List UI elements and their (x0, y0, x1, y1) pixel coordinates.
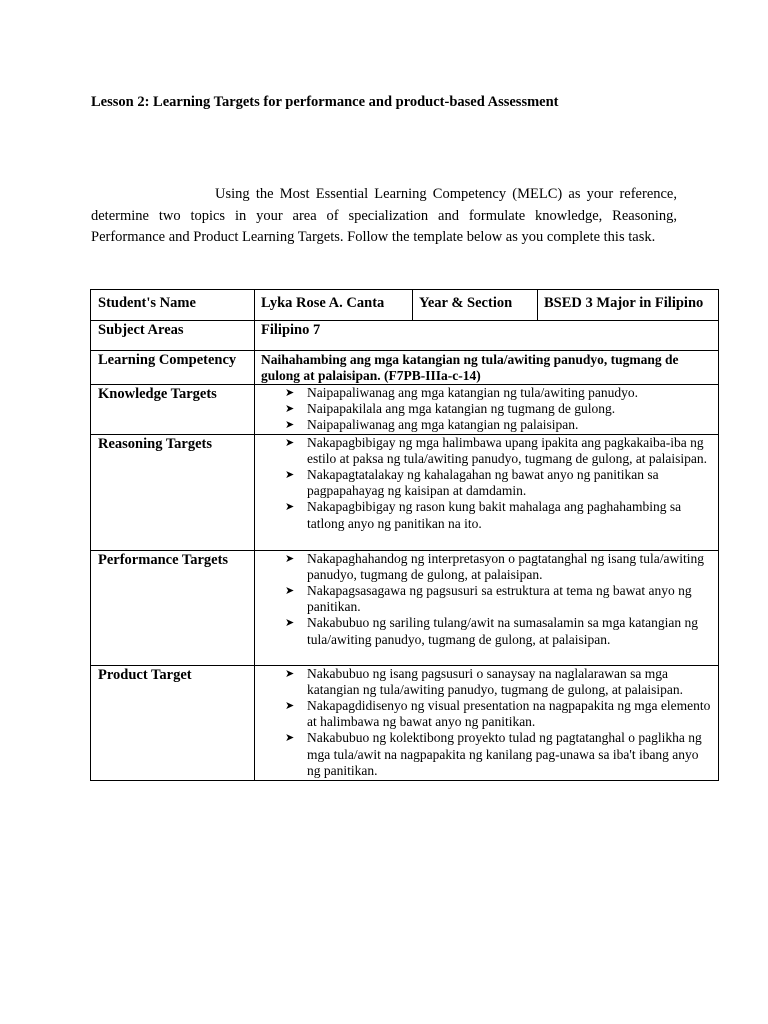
performance-targets-label: Performance Targets (91, 550, 255, 665)
arrow-bullet-icon: ➤ (285, 387, 295, 399)
list-item: ➤ Naipapaliwanag ang mga katangian ng tula/awiting panudyo. (285, 385, 639, 400)
learning-targets-table (90, 289, 719, 781)
instructions-paragraph: Using the Most Essential Learning Competency (MELC) as your reference, determine two topics in your area of specialization and formulate knowledge, Reasoning, Performance and Product Learning Targets. Follow the template below as you complete this task. (91, 186, 677, 245)
arrow-bullet-icon: ➤ (285, 732, 295, 745)
student-name-label: Student's Name (91, 290, 255, 321)
arrow-bullet-icon: ➤ (285, 403, 295, 416)
arrow-bullet-icon: ➤ (285, 700, 295, 713)
arrow-bullet-icon: ➤ (285, 436, 295, 449)
table-row (91, 351, 719, 385)
product-target-label: Product Target (91, 665, 255, 780)
arrow-bullet-icon: ➤ (285, 552, 295, 565)
learning-competency-label: Learning Competency (91, 351, 255, 385)
knowledge-targets-label: Knowledge Targets (91, 385, 255, 435)
table-row (91, 550, 719, 665)
arrow-bullet-icon: ➤ (285, 419, 295, 432)
reasoning-targets-label: Reasoning Targets (91, 434, 255, 550)
list-item: ➤ Nakabubuo ng sariling tulang/awit na sumasalamin sa mga katangian ng tula/awiting panudyo, tugmang de gulong, at palaisipan. (285, 615, 699, 647)
list-item: ➤ Nakapagbibigay ng rason kung bakit mahalaga ang paghahambing sa tatlong anyo ng panitikan na ito. (285, 499, 682, 531)
year-section-label: Year & Section (413, 290, 538, 321)
lesson-title: Lesson 2: Learning Targets for performance and product-based Assessment (91, 94, 559, 110)
list-item: ➤ Nakabubuo ng isang pagsusuri o sanaysay na naglalarawan sa mga katangian ng tula/awiting panudyo, tugmang de gulong, at palaisipan. (285, 665, 684, 697)
product-target-cell (255, 665, 719, 780)
performance-targets-cell (255, 550, 719, 665)
arrow-bullet-icon: ➤ (285, 469, 295, 482)
knowledge-targets-cell (255, 385, 719, 435)
list-item: ➤ Nakapagbibigay ng mga halimbawa upang ipakita ang pagkakaiba-iba ng estilo at paksa ng tula/awiting panudyo, tugmang de gulong, at palaisipan. (285, 434, 708, 466)
table-row (91, 665, 719, 780)
learning-competency-value: Naihahambing ang mga katangian ng tula/awiting panudyo, tugmang de gulong at palaisipan. (F7PB-IIIa-c-14) (255, 351, 719, 385)
subject-areas-label: Subject Areas (91, 321, 255, 351)
knowledge-targets-list (255, 385, 718, 434)
performance-targets-list (255, 551, 718, 648)
reasoning-targets-cell (255, 434, 719, 550)
arrow-bullet-icon: ➤ (285, 585, 295, 598)
product-target-list (255, 666, 718, 779)
table-row (91, 321, 719, 351)
list-item: ➤ Nakabubuo ng kolektibong proyekto tulad ng pagtatanghal o paglikha ng mga tula/awit na nagpapakita ng kanilang pag-unawa sa iba't ibang anyo ng panitikan. (285, 730, 702, 778)
list-item: ➤ Nakapaghahandog ng interpretasyon o pagtatanghal ng isang tula/awiting panudyo, tugmang de gulong, at palaisipan. (285, 550, 705, 582)
arrow-bullet-icon: ➤ (285, 501, 295, 514)
student-name-value: Lyka Rose A. Canta (255, 290, 413, 321)
list-item: ➤ Nakapagdidisenyo ng visual presentation na nagpapakita ng mga elemento at halimbawa ng bawat anyo ng panitikan. (285, 698, 711, 730)
list-item: ➤ Nakapagsasagawa ng pagsusuri sa estruktura at tema ng bawat anyo ng panitikan. (285, 583, 692, 615)
arrow-bullet-icon: ➤ (285, 617, 295, 630)
list-item: ➤ Naipapaliwanag ang mga katangian ng palaisipan. (285, 417, 579, 433)
year-section-value: BSED 3 Major in Filipino (538, 290, 719, 321)
table-row (91, 434, 719, 550)
table-row (91, 385, 719, 435)
list-item: ➤ Nakapagtatalakay ng kahalagahan ng bawat anyo ng panitikan sa pagpapahayag ng kaisipan at damdamin. (285, 467, 659, 499)
list-item: ➤ Naipapakilala ang mga katangian ng tugmang de gulong. (285, 401, 616, 417)
reasoning-targets-list (255, 435, 718, 532)
arrow-bullet-icon: ➤ (285, 667, 295, 680)
subject-areas-value: Filipino 7 (255, 321, 719, 351)
table-row (91, 290, 719, 321)
